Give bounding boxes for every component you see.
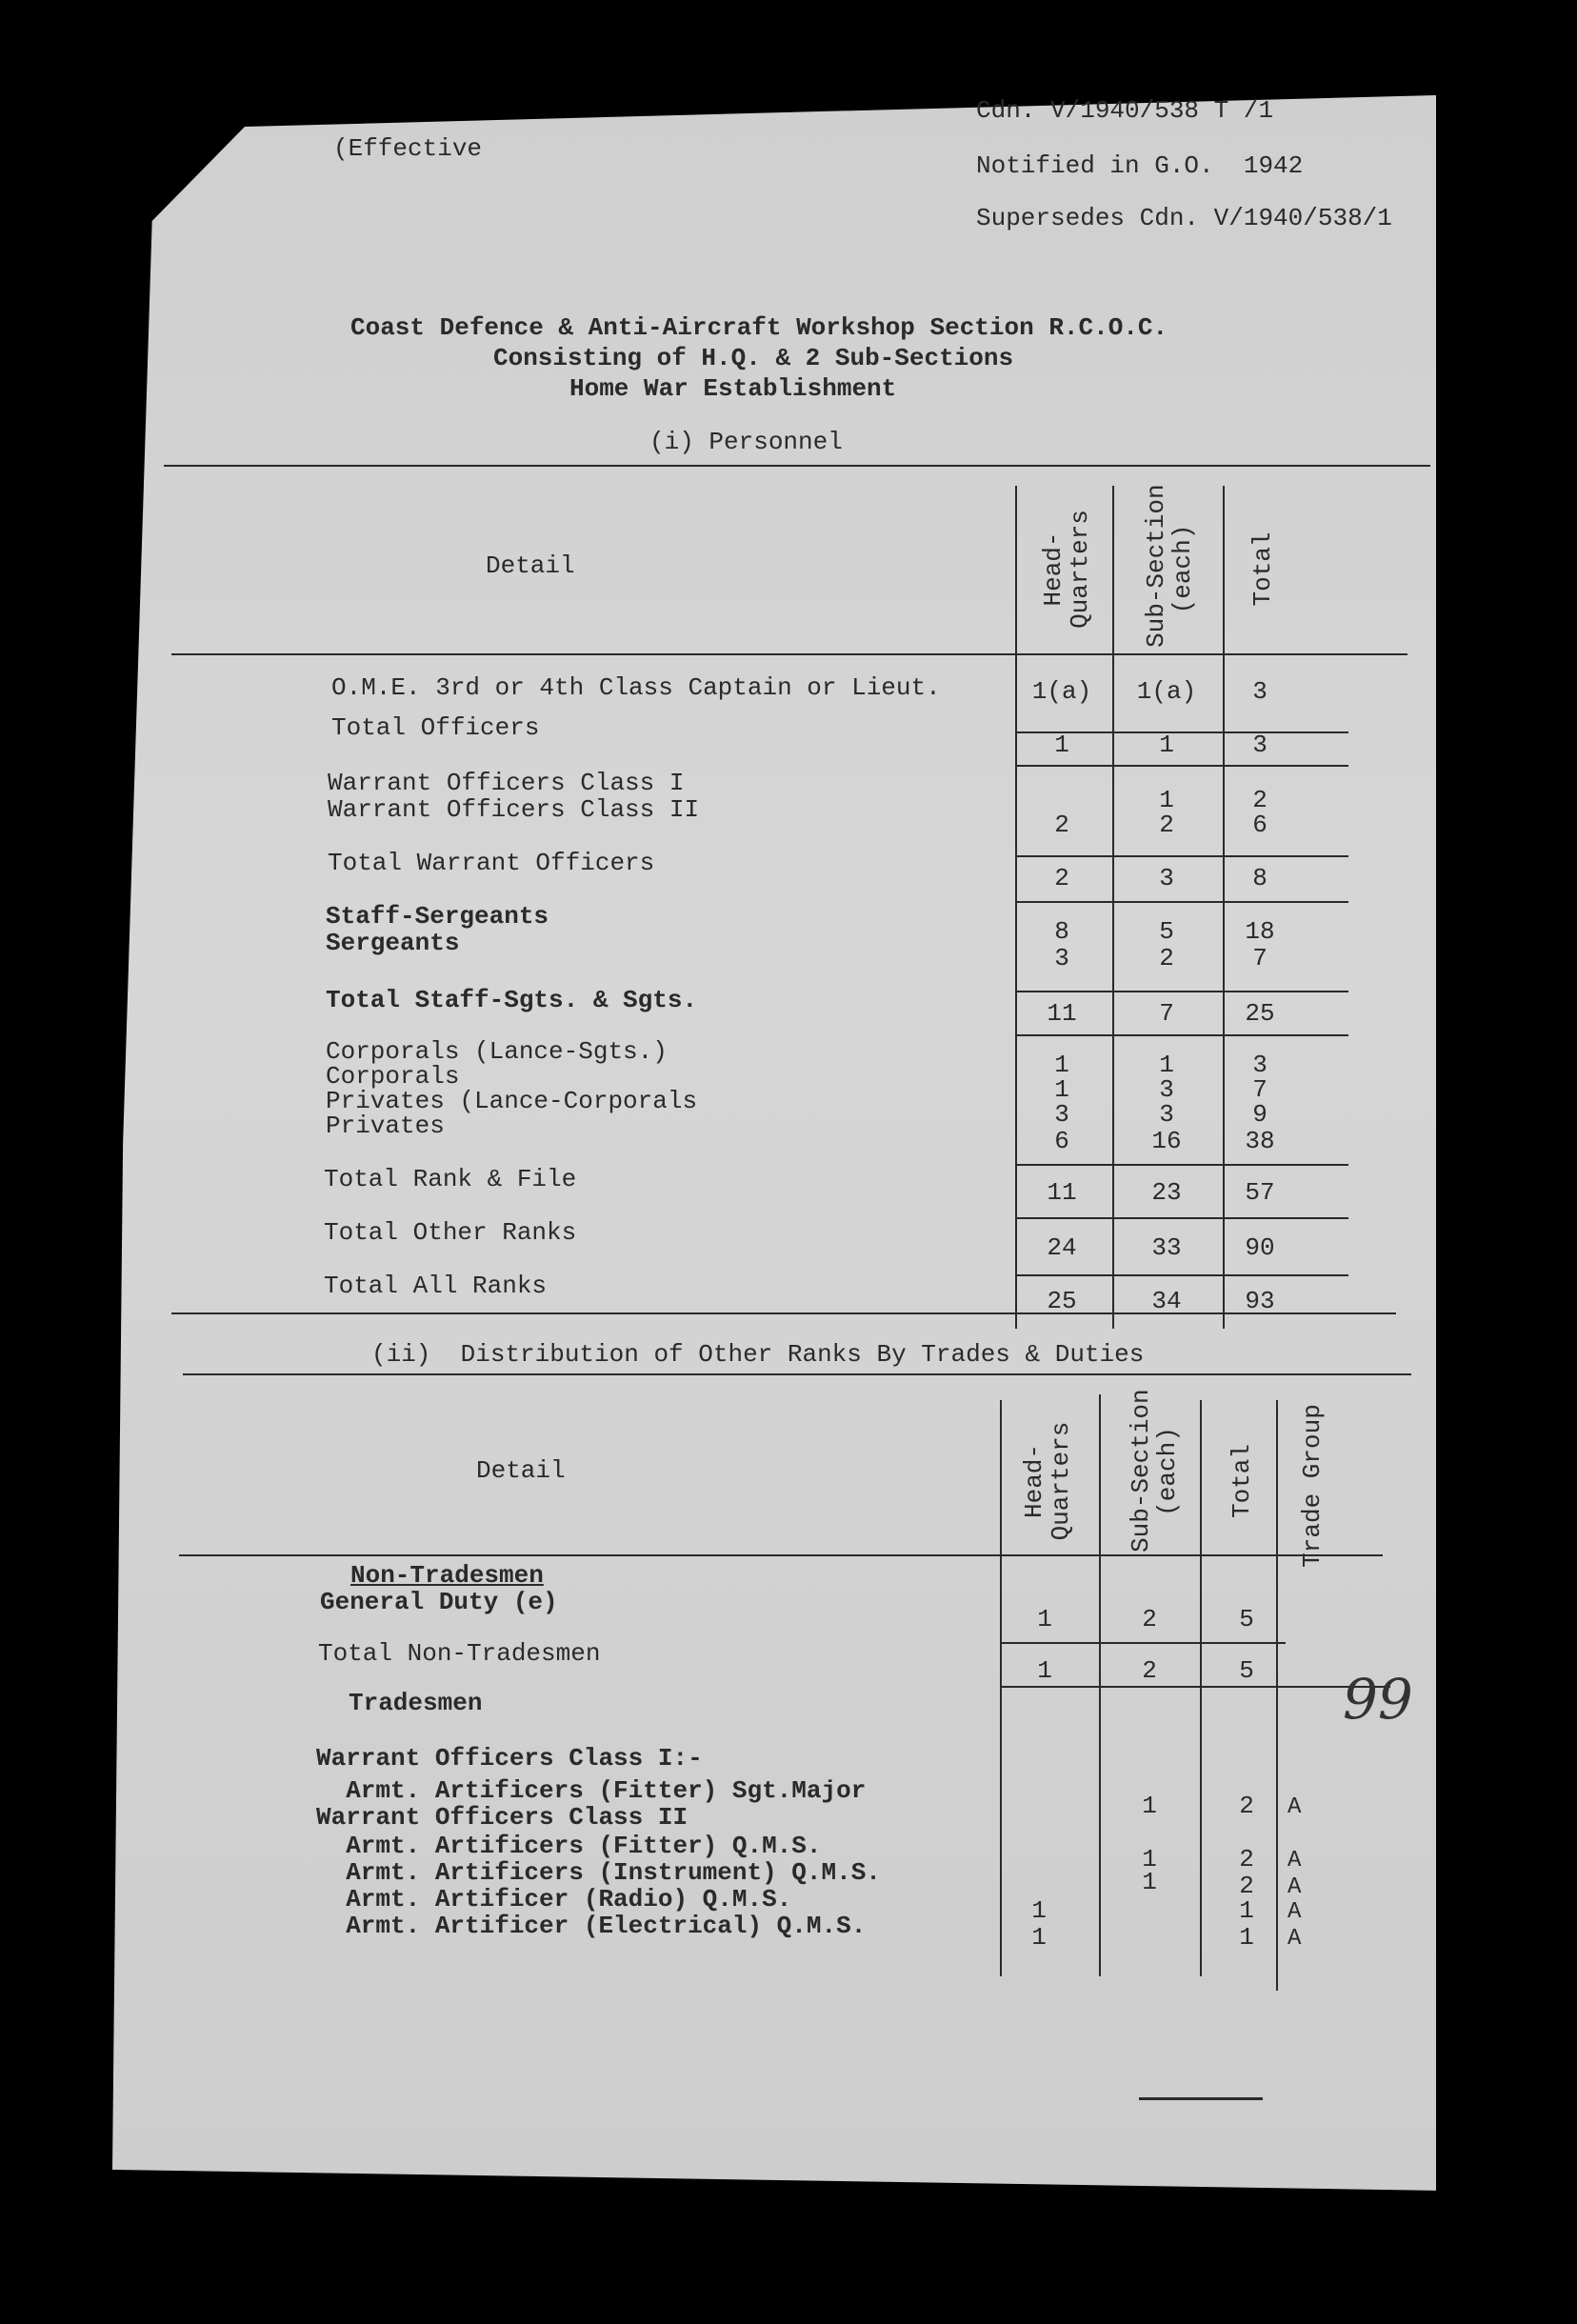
row-label: Warrant Officers Class I:- [316, 1744, 703, 1773]
row-label: O.M.E. 3rd or 4th Class Captain or Lieut. [331, 673, 941, 702]
reference-number: Cdn. V/1940/538 T /1 [976, 96, 1274, 125]
row-label: Armt. Artificers (Instrument) Q.M.S. [316, 1858, 881, 1887]
column-rule [1112, 486, 1114, 1329]
total-value: 8 [1252, 864, 1268, 892]
hq-column-header: Head- Quarters [1039, 510, 1094, 629]
row-rule [1015, 991, 1348, 992]
row-rule [1015, 765, 1348, 767]
sub-value: 2 [1159, 811, 1174, 839]
supersedes-line: Supersedes Cdn. V/1940/538/1 [976, 204, 1392, 232]
row-rule [1015, 855, 1348, 857]
row-label: Total Warrant Officers [328, 849, 655, 877]
handwritten-page-number: 99 [1343, 1667, 1413, 1732]
row-label: Total Staff-Sgts. & Sgts. [326, 986, 698, 1014]
notified-line: Notified in G.O. 1942 [976, 151, 1304, 180]
title-line-2: Consisting of H.Q. & 2 Sub-Sections [493, 344, 1014, 372]
trade-group-value: A [1288, 1848, 1302, 1873]
sub-value: 2 [1142, 1656, 1157, 1685]
total-value: 1 [1239, 1896, 1254, 1925]
total-column-header: Total [1248, 531, 1277, 607]
hq-column-header-2: Head- Quarters [1020, 1421, 1075, 1541]
sub-value: 3 [1159, 1100, 1174, 1129]
hq-value: 11 [1047, 1178, 1077, 1207]
total-value: 25 [1245, 999, 1275, 1028]
total-value: 7 [1252, 944, 1268, 972]
total-value: 3 [1252, 1051, 1268, 1079]
hq-value: 2 [1054, 864, 1069, 892]
table-rule [171, 1312, 1396, 1314]
sub-value: 1 [1142, 1792, 1157, 1820]
total-column-header-2: Total [1228, 1444, 1256, 1519]
row-label: Sergeants [326, 929, 460, 957]
total-value: 3 [1252, 677, 1268, 706]
total-value: 5 [1239, 1656, 1254, 1685]
bottom-mark [1139, 2097, 1263, 2100]
table-rule [183, 1373, 1411, 1375]
row-label: Warrant Officers Class II [328, 795, 700, 824]
detail-column-header: Detail [486, 551, 575, 580]
row-rule [1015, 1164, 1348, 1166]
hq-value: 2 [1054, 811, 1069, 839]
total-value: 93 [1245, 1287, 1275, 1315]
row-label: Corporals [326, 1062, 460, 1091]
trade-group-value: A [1288, 1874, 1302, 1900]
hq-value: 1 [1054, 731, 1069, 759]
non-tradesmen-heading: Non-Tradesmen [350, 1561, 544, 1590]
row-rule [1000, 1642, 1286, 1644]
total-value: 2 [1239, 1845, 1254, 1873]
row-label: General Duty (e) [320, 1588, 558, 1616]
hq-value: 1 [1037, 1605, 1052, 1633]
hq-value: 11 [1047, 999, 1077, 1028]
tradesmen-heading: Tradesmen [349, 1689, 483, 1717]
title-line-3: Home War Establishment [569, 374, 897, 403]
hq-value: 1 [1031, 1923, 1047, 1952]
row-label: Total Rank & File [324, 1165, 577, 1193]
title-line-1: Coast Defence & Anti-Aircraft Workshop Section R.C.O.C. [350, 313, 1168, 342]
sub-value: 33 [1151, 1233, 1182, 1262]
hq-value: 24 [1047, 1233, 1077, 1262]
sub-value: 3 [1159, 1075, 1174, 1104]
row-rule [1000, 1686, 1390, 1688]
table-rule [164, 465, 1430, 467]
sub-value: 16 [1151, 1127, 1182, 1155]
row-rule [1015, 901, 1348, 903]
sub-value: 2 [1142, 1605, 1157, 1633]
hq-value: 3 [1054, 944, 1069, 972]
sub-value: 34 [1151, 1287, 1182, 1315]
sub-value: 7 [1159, 999, 1174, 1028]
total-value: 90 [1245, 1233, 1275, 1262]
hq-value: 1 [1054, 1051, 1069, 1079]
trade-group-value: A [1288, 1926, 1302, 1952]
row-rule [1015, 1217, 1348, 1219]
row-label: Total Non-Tradesmen [318, 1639, 601, 1668]
column-rule [1000, 1400, 1002, 1976]
row-label: Armt. Artificers (Fitter) Sgt.Major [316, 1776, 867, 1805]
row-label: Staff-Sergeants [326, 902, 549, 931]
total-value: 9 [1252, 1100, 1268, 1129]
total-value: 3 [1252, 731, 1268, 759]
column-rule [1223, 486, 1225, 1329]
hq-value: 1 [1037, 1656, 1052, 1685]
hq-value: 3 [1054, 1100, 1069, 1129]
total-value: 2 [1239, 1872, 1254, 1900]
sub-section-column-header: Sub-Section (each) [1142, 484, 1197, 648]
table-rule [179, 1554, 1383, 1556]
row-rule [1015, 1034, 1348, 1036]
row-label: Total Officers [331, 713, 540, 742]
sub-value: 1 [1142, 1868, 1157, 1896]
hq-value: 1 [1054, 1075, 1069, 1104]
row-label: Warrant Officers Class II [316, 1803, 689, 1832]
personnel-heading: (i) Personnel [649, 428, 843, 456]
total-value: 57 [1245, 1178, 1275, 1207]
total-value: 5 [1239, 1605, 1254, 1633]
hq-value: 8 [1054, 917, 1069, 946]
sub-value: 1 [1159, 731, 1174, 759]
total-value: 18 [1245, 917, 1275, 946]
row-label: Armt. Artificers (Fitter) Q.M.S. [316, 1832, 822, 1860]
sub-value: 3 [1159, 864, 1174, 892]
row-rule [1015, 1274, 1348, 1276]
sub-value: 23 [1151, 1178, 1182, 1207]
total-value: 2 [1239, 1792, 1254, 1820]
trade-group-value: A [1288, 1899, 1302, 1925]
hq-value: 25 [1047, 1287, 1077, 1315]
effective-note: (Effective [333, 134, 483, 163]
row-label: Warrant Officers Class I [328, 769, 685, 797]
hq-value: 1 [1031, 1896, 1047, 1925]
total-value: 2 [1252, 786, 1268, 814]
total-value: 7 [1252, 1075, 1268, 1104]
detail-column-header-2: Detail [476, 1456, 566, 1485]
sub-section-column-header-2: Sub-Section (each) [1127, 1389, 1182, 1553]
total-value: 6 [1252, 811, 1268, 839]
row-label: Privates [326, 1112, 445, 1140]
sub-value: 1(a) [1136, 677, 1197, 706]
row-label: Corporals (Lance-Sgts.) [326, 1037, 668, 1066]
row-label: Armt. Artificer (Radio) Q.M.S. [316, 1885, 792, 1913]
row-label: Total All Ranks [324, 1272, 548, 1300]
trade-group-value: A [1288, 1794, 1302, 1820]
sub-value: 5 [1159, 917, 1174, 946]
trade-group-column-header: Trade Group [1298, 1404, 1327, 1568]
row-label: Total Other Ranks [324, 1218, 577, 1247]
distribution-heading: (ii) Distribution of Other Ranks By Trades & Duties [371, 1340, 1145, 1369]
hq-value: 6 [1054, 1127, 1069, 1155]
row-label: Armt. Artificer (Electrical) Q.M.S. [316, 1912, 867, 1940]
hq-value: 1(a) [1031, 677, 1092, 706]
sub-value: 1 [1142, 1845, 1157, 1873]
total-value: 38 [1245, 1127, 1275, 1155]
row-label: Privates (Lance-Corporals [326, 1087, 698, 1115]
sub-value: 2 [1159, 944, 1174, 972]
column-rule [1200, 1400, 1202, 1976]
total-value: 1 [1239, 1923, 1254, 1952]
sub-value: 1 [1159, 1051, 1174, 1079]
sub-value: 1 [1159, 786, 1174, 814]
column-rule [1015, 486, 1017, 1329]
